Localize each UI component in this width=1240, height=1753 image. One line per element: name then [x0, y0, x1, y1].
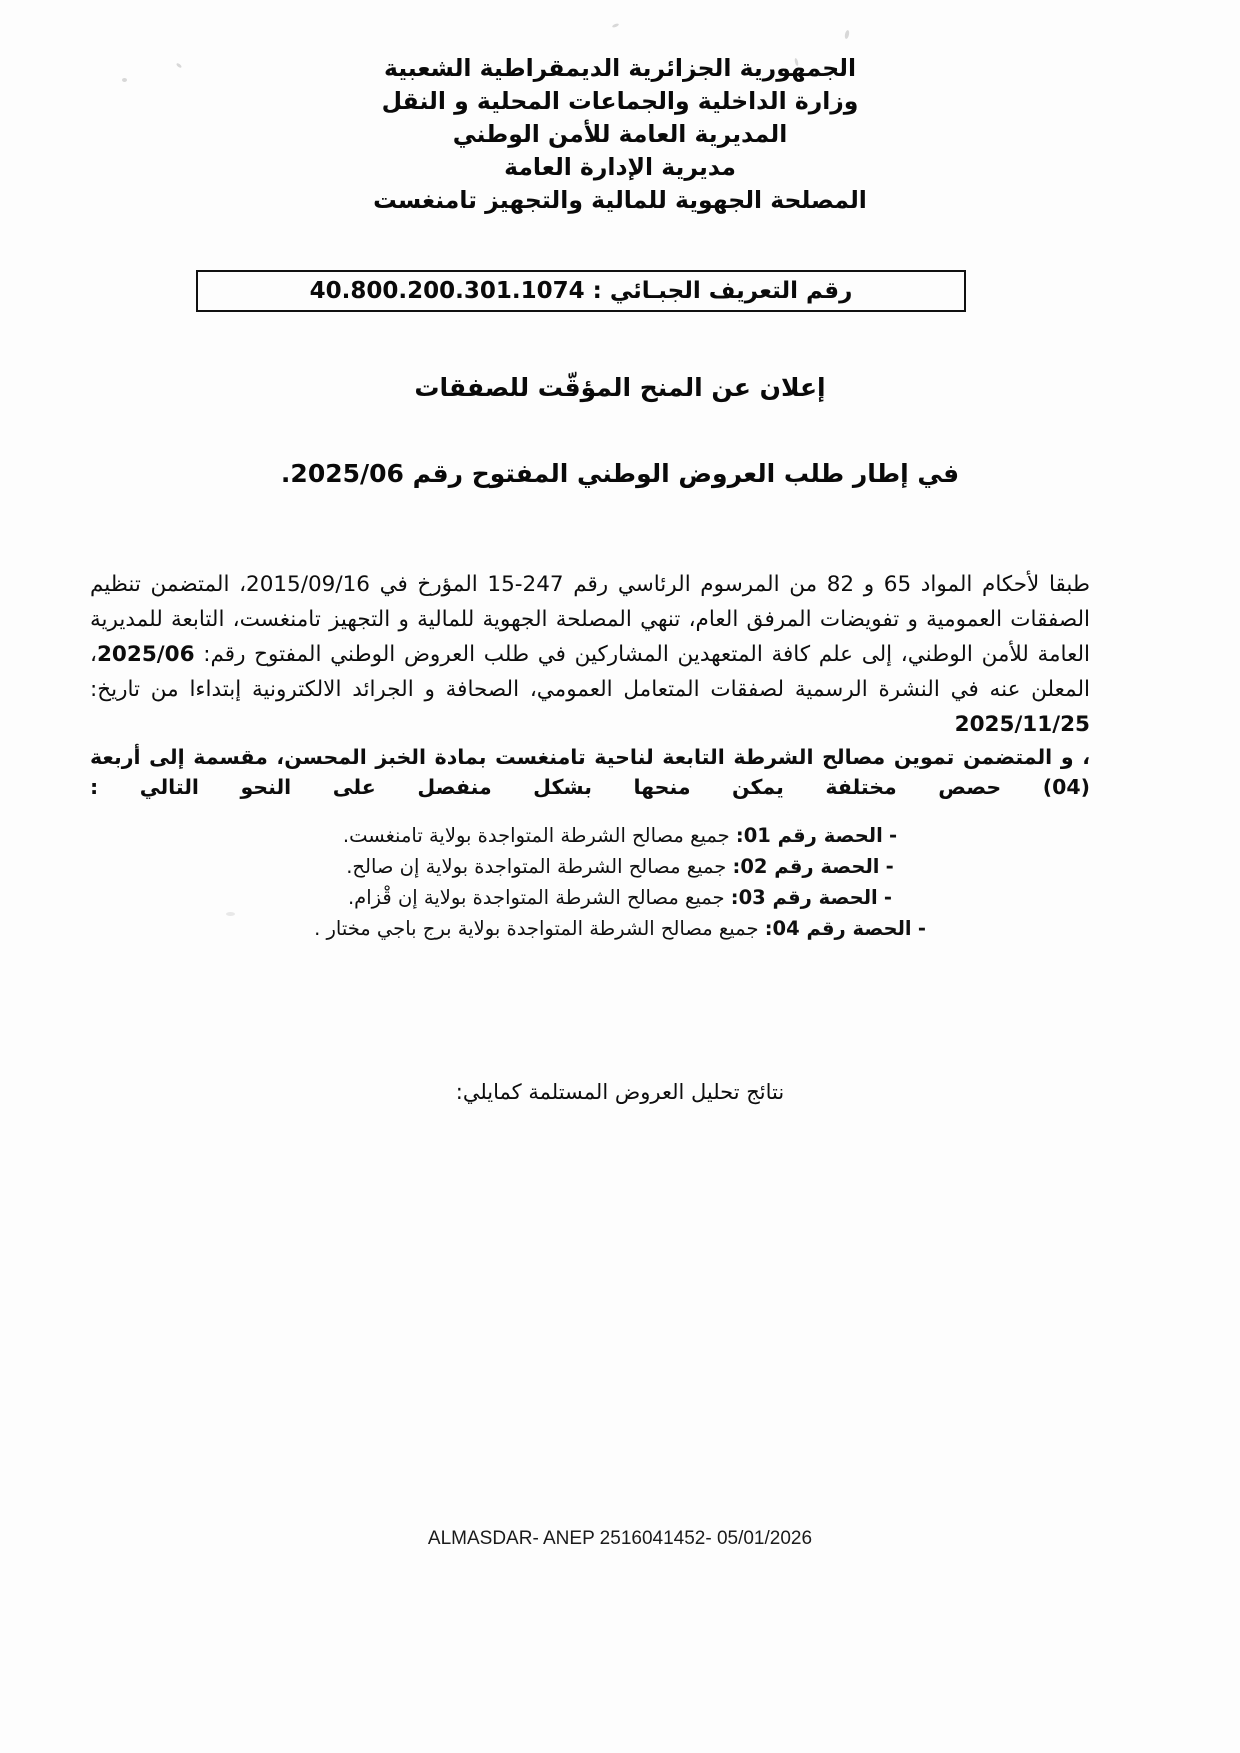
- tender-reference-number: 2025/06: [96, 642, 195, 667]
- lot-description: جميع مصالح الشرطة المتواجدة بولاية برج باجي مختار .: [314, 917, 759, 940]
- lot-description: جميع مصالح الشرطة المتواجدة بولاية تامنغست.: [342, 824, 730, 847]
- page-title: إعلان عن المنح المؤقّت للصفقات: [414, 373, 826, 402]
- scan-speckle: [612, 23, 620, 28]
- lot-label: الحصة رقم 02:: [732, 855, 880, 878]
- lot-description: جميع مصالح الشرطة المتواجدة بولاية إن صالح.: [346, 855, 727, 878]
- results-intro-text: نتائج تحليل العروض المستلمة كمايلي:: [455, 1080, 785, 1104]
- scan-speckle: [844, 30, 850, 40]
- lot-marker: -: [883, 886, 893, 909]
- lot-marker: -: [885, 855, 894, 878]
- lot-label: الحصة رقم 04:: [764, 917, 912, 940]
- body-text-part-1: طبقا لأحكام المواد 65 و 82 من المرسوم الرئاسي رقم 247-15 المؤرخ في 2015/09/16، المتضمن تنظيم الصفقات العمومية و تفويضات المرفق العام، تنهي المصلحة الجهوية للمالية و التجهيز تامنغست، التابعة للمديرية العامة للأمن الوطني، إلى علم كافة المتعهدين المشاركين في طلب العروض الوطني المفتوح رقم:: [90, 572, 1090, 667]
- tax-id-box: [196, 270, 966, 312]
- page-subtitle: في إطار طلب العروض الوطني المفتوح رقم 2025/06.: [280, 459, 960, 488]
- publication-date: 2025/11/25: [954, 712, 1090, 737]
- notice-body-emphasis: ، و المتضمن تموين مصالح الشرطة التابعة لناحية تامنغست بمادة الخبز المحسن، مقسمة إلى أربعة (04) حصص مختلفة يمكن منحها بشكل منفصل على النحو التالي :: [90, 745, 1090, 799]
- tax-id-text: رقم التعريف الجبـائي : 40.800.200.301.1074: [309, 278, 853, 304]
- list-item: [0, 882, 1240, 913]
- notice-body-paragraph: [90, 567, 1090, 742]
- list-item: [0, 820, 1240, 851]
- letterhead: [0, 52, 1240, 217]
- letterhead-line-regional-service: المصلحة الجهوية للمالية والتجهيز تامنغست: [373, 186, 867, 214]
- lot-marker: -: [917, 917, 926, 940]
- body-text-part-2: ، المعلن عنه في النشرة الرسمية لصفقات المتعامل العمومي، الصحافة و الجرائد الالكترونية إبتداءا من تاريخ:: [90, 642, 1090, 702]
- list-item: [0, 913, 1240, 944]
- lots-list: [0, 820, 1240, 944]
- lot-label: الحصة رقم 01:: [735, 824, 883, 847]
- list-item: [0, 851, 1240, 882]
- lot-description: جميع مصالح الشرطة المتواجدة بولاية إن قْزام.: [347, 886, 725, 909]
- lot-label: الحصة رقم 03:: [730, 886, 878, 909]
- lot-marker: -: [889, 824, 898, 847]
- footer-anep-reference: ALMASDAR- ANEP 2516041452- 05/01/2026: [427, 1528, 813, 1549]
- letterhead-line-administration: مديرية الإدارة العامة: [504, 153, 736, 181]
- letterhead-line-ministry: وزارة الداخلية والجماعات المحلية و النقل: [381, 87, 859, 115]
- letterhead-line-country: الجمهورية الجزائرية الديمقراطية الشعبية: [383, 54, 857, 82]
- letterhead-line-directorate-general: المديرية العامة للأمن الوطني: [452, 120, 788, 148]
